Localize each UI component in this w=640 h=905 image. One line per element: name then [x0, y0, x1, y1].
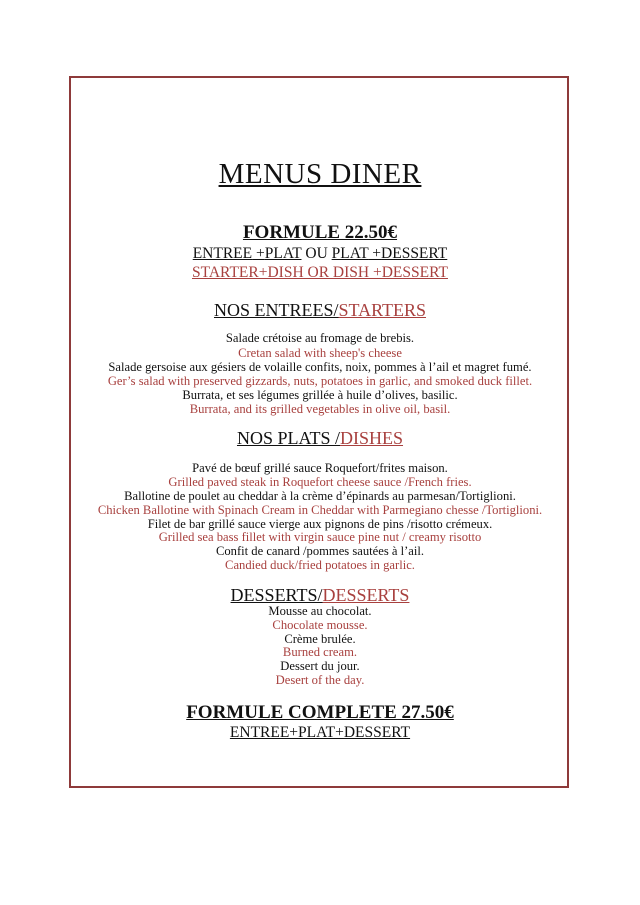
formule-1-en: STARTER+DISH OR DISH +DESSERT	[192, 264, 448, 281]
formule-1-title: FORMULE 22.50€	[242, 222, 398, 243]
starter-2-en: Ger’s salad with preserved gizzards, nuts, potatoes in garlic, and smoked duck fillet.	[107, 374, 533, 388]
starter-1-en: Cretan salad with sheep's cheese	[238, 346, 402, 360]
formule-2-sub: ENTREE+PLAT+DESSERT	[229, 724, 411, 741]
dishes-heading	[0, 428, 640, 449]
dish-3-en: Grilled sea bass fillet with virgin sauce pine nut / creamy risotto	[158, 530, 482, 544]
dessert-2-fr: Crème brulée.	[284, 632, 356, 646]
starters-heading-fr: NOS ENTREES/	[213, 300, 339, 320]
dessert-3-en: Desert of the day.	[275, 673, 365, 687]
dishes-heading-fr: NOS PLATS /	[236, 428, 340, 448]
dish-4-fr: Confit de canard /pommes sautées à l’ail.	[215, 544, 425, 558]
starter-1-fr: Salade crétoise au fromage de brebis.	[225, 331, 415, 345]
dish-2-en: Chicken Ballotine with Spinach Cream in Cheddar with Parmegiano chesse /Tortiglioni.	[97, 503, 543, 517]
starter-3-en: Burrata, and its grilled vegetables in olive oil, basil.	[189, 402, 451, 416]
desserts-heading-en: DESSERTS	[322, 585, 410, 605]
starter-3-fr: Burrata, et ses légumes grillée à huile d’olives, basilic.	[182, 388, 458, 402]
dish-3-fr: Filet de bar grillé sauce vierge aux pignons de pins /risotto crémeux.	[147, 517, 493, 531]
formule-2-title: FORMULE COMPLETE 27.50€	[186, 702, 454, 723]
starters-heading-en: STARTERS	[338, 300, 426, 320]
starters-heading	[0, 300, 640, 321]
formule-1-plus-1: +	[252, 245, 265, 262]
formule-1-entree: ENTREE	[192, 245, 253, 262]
desserts-heading-fr: DESSERTS/	[230, 585, 323, 605]
dish-2-fr: Ballotine de poulet au cheddar à la crème d’épinards au parmesan/Tortiglioni.	[124, 489, 516, 503]
formule-1-plat: PLAT	[264, 245, 302, 262]
dish-1-en: Grilled paved steak in Roquefort cheese sauce /French fries.	[168, 475, 472, 489]
formule-1-plus-2: +	[368, 245, 382, 262]
formule-1-ou: OU	[301, 245, 332, 262]
dessert-2-en: Burned cream.	[282, 645, 358, 659]
desserts-heading	[0, 585, 640, 606]
menu-title: MENUS DINER	[218, 158, 422, 190]
starter-2-fr: Salade gersoise aux gésiers de volaille confits, noix, pommes à l’ail et magret fumé.	[108, 360, 532, 374]
formule-1-fr	[0, 245, 640, 263]
dessert-1-en: Chocolate mousse.	[272, 618, 368, 632]
formule-1-plat-2: PLAT	[331, 245, 369, 262]
dishes-heading-en: DISHES	[340, 428, 404, 448]
dish-1-fr: Pavé de bœuf grillé sauce Roquefort/frites maison.	[192, 461, 448, 475]
formule-1-dessert: DESSERT	[381, 245, 448, 262]
dish-4-en: Candied duck/fried potatoes in garlic.	[225, 558, 415, 572]
dessert-3-fr: Dessert du jour.	[280, 659, 360, 673]
dessert-1-fr: Mousse au chocolat.	[268, 604, 372, 618]
